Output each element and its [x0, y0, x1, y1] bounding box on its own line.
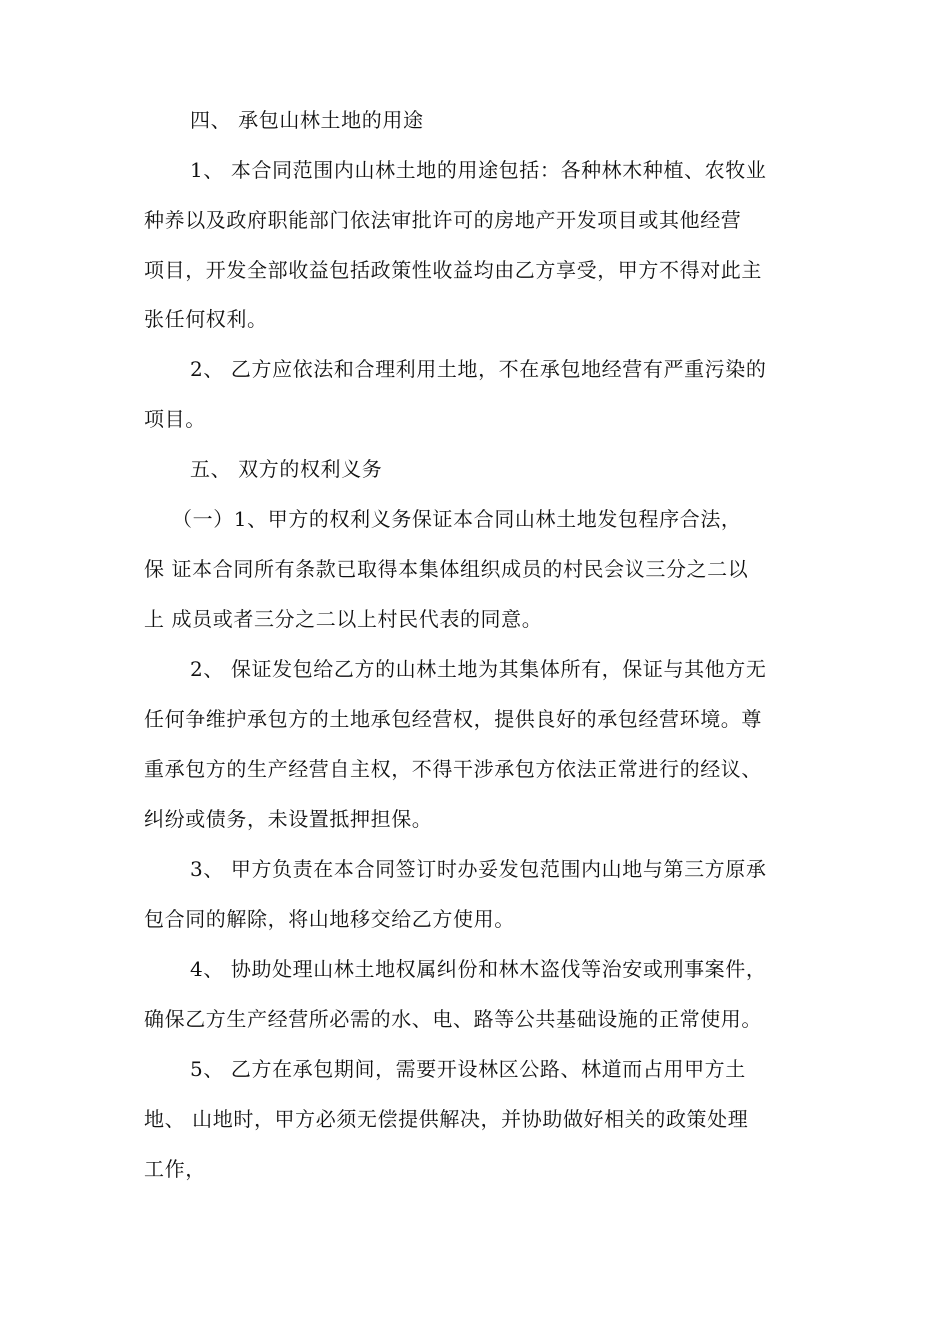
paragraph-line: 重承包方的生产经营自主权，不得干涉承包方依法正常进行的经议、: [144, 757, 762, 781]
paragraph-line: 项目。: [144, 407, 206, 431]
section-heading-4: 四、 承包山林土地的用途: [190, 108, 424, 132]
paragraph-line: 任何争维护承包方的土地承包经营权，提供良好的承包经营环境。尊: [144, 707, 762, 731]
paragraph-line: 张任何权利。: [144, 307, 268, 331]
paragraph-line: 5、 乙方在承包期间，需要开设林区公路、林道而占用甲方土: [190, 1057, 746, 1081]
paragraph-line: 确保乙方生产经营所必需的水、电、路等公共基础设施的正常使用。: [144, 1007, 762, 1031]
paragraph-line: 包合同的解除，将山地移交给乙方使用。: [144, 907, 515, 931]
paragraph-line: 2、 乙方应依法和合理利用土地，不在承包地经营有严重污染的: [190, 357, 767, 381]
paragraph-line: 1、 本合同范围内山林土地的用途包括：各种林木种植、农牧业: [190, 158, 767, 182]
section-heading-5: 五、 双方的权利义务: [190, 457, 383, 481]
paragraph-line: 上 成员或者三分之二以上村民代表的同意。: [144, 607, 543, 631]
paragraph-line: （一）1、甲方的权利义务保证本合同山林土地发包程序合法，: [172, 507, 742, 531]
paragraph-line: 项目，开发全部收益包括政策性收益均由乙方享受，甲方不得对此主: [144, 258, 762, 282]
paragraph-line: 纠纷或债务，未设置抵押担保。: [144, 807, 433, 831]
paragraph-line: 2、 保证发包给乙方的山林土地为其集体所有，保证与其他方无: [190, 657, 767, 681]
paragraph-line: 种养以及政府职能部门依法审批许可的房地产开发项目或其他经营: [144, 208, 742, 232]
paragraph-line: 保 证本合同所有条款已取得本集体组织成员的村民会议三分之二以: [144, 557, 749, 581]
paragraph-line: 4、 协助处理山林土地权属纠份和林木盗伐等治安或刑事案件，: [190, 957, 767, 981]
paragraph-line: 3、 甲方负责在本合同签订时办妥发包范围内山地与第三方原承: [190, 857, 767, 881]
paragraph-line: 工作，: [144, 1157, 206, 1181]
paragraph-line: 地、 山地时，甲方必须无偿提供解决，并协助做好相关的政策处理: [144, 1107, 749, 1131]
